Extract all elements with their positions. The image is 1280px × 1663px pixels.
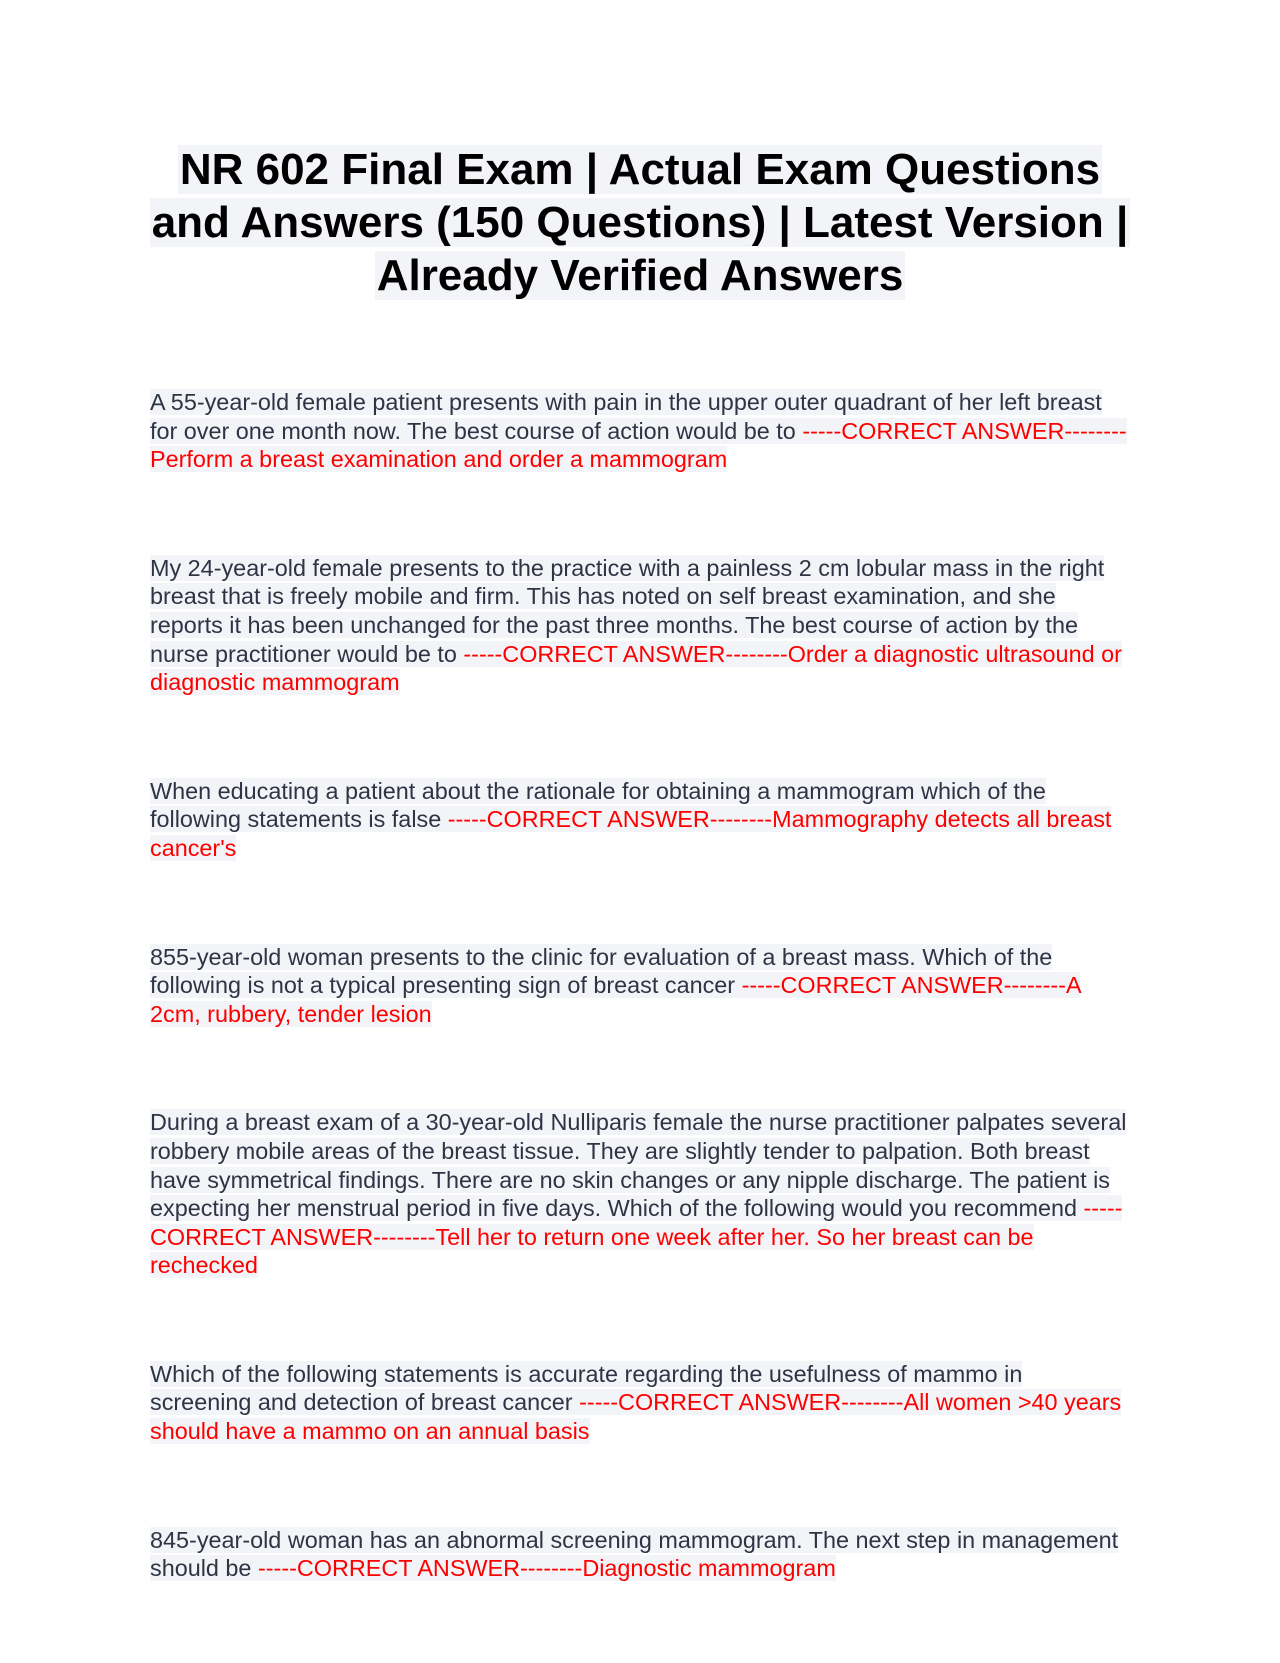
answer-text: Perform a breast examination and order a mammogram bbox=[150, 446, 728, 473]
title-block bbox=[140, 143, 1140, 302]
qa-item bbox=[150, 777, 1130, 863]
question-text: 855-year-old woman presents to the clinic for evaluation of a breast mass. Which of the following is not a typical presenting sign of breast cancer bbox=[150, 943, 1053, 999]
answer-marker: -----CORRECT ANSWER-------- bbox=[802, 417, 1127, 444]
qa-item bbox=[150, 943, 1130, 1029]
answer-marker: -----CORRECT ANSWER-------- bbox=[579, 1389, 904, 1416]
question-text: During a breast exam of a 30-year-old Nulliparis female the nurse practitioner palpates several robbery mobile areas of the breast tissue. They are slightly tender to palpation. Both breast have symmetrical findings. There are no skin changes or any nipple discharge. The patient is expecting her menstrual period in five days. Which of the following would you recommend bbox=[150, 1109, 1127, 1222]
answer-text: Diagnostic mammogram bbox=[582, 1555, 836, 1582]
question-text: A 55-year-old female patient presents with pain in the upper outer quadrant of her left breast for over one month now. The best course of action would be to bbox=[150, 389, 1102, 444]
qa-item bbox=[150, 1360, 1130, 1446]
answer-marker: -----CORRECT ANSWER-------- bbox=[150, 1195, 1123, 1250]
answer-marker: -----CORRECT ANSWER-------- bbox=[447, 806, 773, 833]
qa-item bbox=[150, 1526, 1130, 1583]
answer-marker: -----CORRECT ANSWER-------- bbox=[463, 640, 788, 667]
qa-item bbox=[150, 388, 1130, 474]
answer-text: Order a diagnostic ultrasound or diagnostic mammogram bbox=[150, 640, 1122, 696]
answer-text: Mammography detects all breast cancer's bbox=[150, 806, 1112, 861]
answer-marker: -----CORRECT ANSWER-------- bbox=[257, 1555, 583, 1582]
answer-text: Tell her to return one week after her. So her breast can be rechecked bbox=[150, 1223, 1034, 1279]
question-text: When educating a patient about the rationale for obtaining a mammogram which of the following statements is false bbox=[150, 777, 1046, 833]
answer-text: All women >40 years should have a mammo on an annual basis bbox=[150, 1389, 1122, 1445]
qa-item bbox=[150, 1108, 1130, 1280]
question-text: My 24-year-old female presents to the practice with a painless 2 cm lobular mass in the right breast that is freely mobile and firm. This has noted on self breast examination, and she reports it has been unchanged for the past three months. The best course of action by the nurse practitioner would be to bbox=[150, 554, 1105, 667]
document-title: NR 602 Final Exam | Actual Exam Questions and Answers (150 Questions) | Latest Version | Already Verified Answers bbox=[151, 145, 1129, 300]
answer-marker: -----CORRECT ANSWER-------- bbox=[741, 972, 1066, 999]
question-text: 845-year-old woman has an abnormal screening mammogram. The next step in management should be bbox=[150, 1526, 1119, 1582]
qa-item bbox=[150, 554, 1130, 697]
answer-text: A 2cm, rubbery, tender lesion bbox=[150, 972, 1081, 1027]
qa-list bbox=[150, 388, 1130, 1663]
question-text: Which of the following statements is accurate regarding the usefulness of mammo in screening and detection of breast cancer bbox=[150, 1360, 1023, 1416]
